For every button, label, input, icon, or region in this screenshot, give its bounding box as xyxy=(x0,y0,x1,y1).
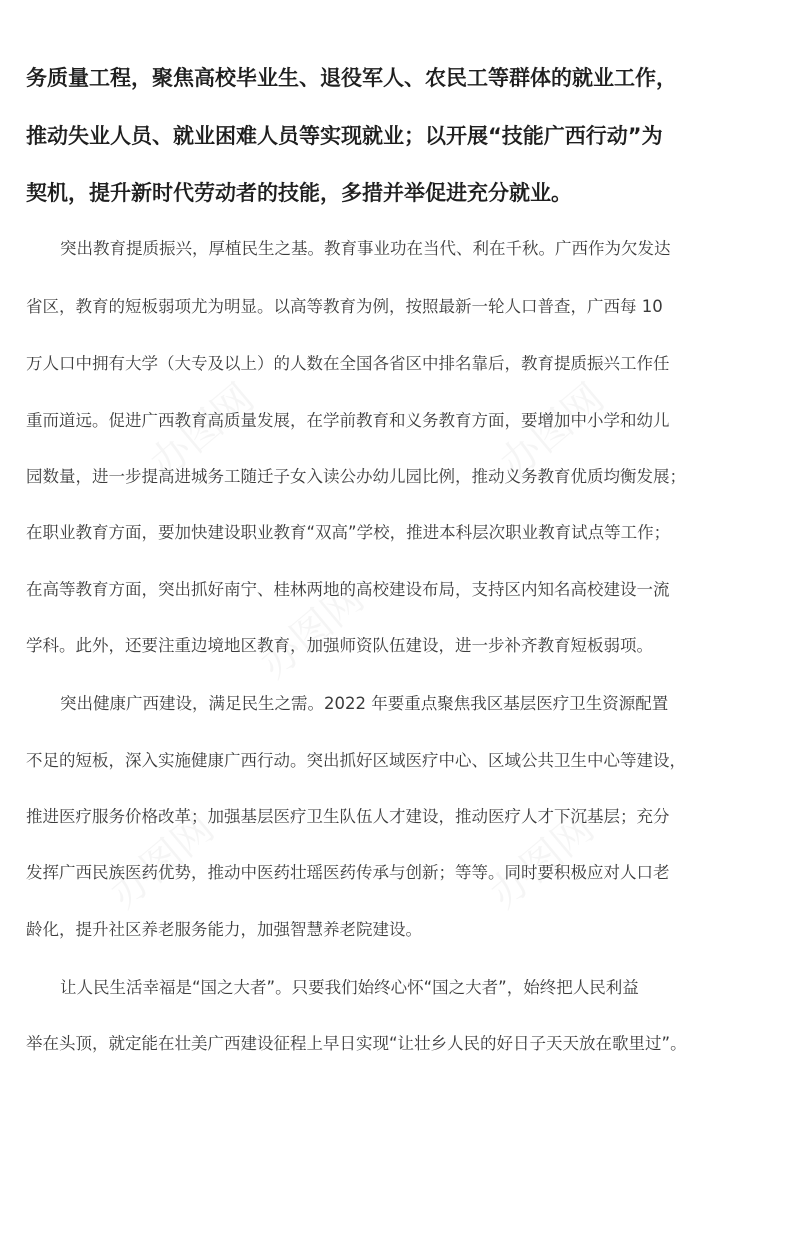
education-line: 重而道远。促进广西教育高质量发展，在学前教育和义务教育方面，要增加中小学和幼儿 xyxy=(26,411,670,430)
health-line: 突出健康广西建设，满足民生之需。2022 年要重点聚焦我区基层医疗卫生资源配置 xyxy=(60,694,669,713)
watermark: 办图网 xyxy=(481,804,603,918)
watermark: 办图网 xyxy=(491,374,613,488)
education-line: 学科。此外，还要注重边境地区教育，加强师资队伍建设，进一步补齐教育短板弱项。 xyxy=(26,636,653,655)
watermark: 办图网 xyxy=(141,374,263,488)
health-line: 发挥广西民族医药优势，推动中医药壮瑶医药传承与创新；等等。同时要积极应对人口老 xyxy=(26,863,670,882)
health-line: 龄化，提升社区养老服务能力，加强智慧养老院建设。 xyxy=(26,920,422,939)
education-line: 在职业教育方面，要加快建设职业教育“双高”学校，推进本科层次职业教育试点等工作； xyxy=(26,523,671,542)
education-line: 万人口中拥有大学（大专及以上）的人数在全国各省区中排名靠后，教育提质振兴工作任 xyxy=(26,354,670,373)
education-line: 在高等教育方面，突出抓好南宁、桂林两地的高校建设布局，支持区内知名高校建设一流 xyxy=(26,580,670,599)
intro-line: 推动失业人员、就业困难人员等实现就业；以开展“技能广西行动”为 xyxy=(26,124,663,148)
education-line: 园数量，进一步提高进城务工随迁子女入读公办幼儿园比例，推动义务教育优质均衡发展； xyxy=(26,467,686,486)
health-line: 不足的短板，深入实施健康广西行动。突出抓好区域医疗中心、区域公共卫生中心等建设， xyxy=(26,751,686,770)
watermark: 办图网 xyxy=(101,804,223,918)
intro-line: 契机，提升新时代劳动者的技能，多措并举促进充分就业。 xyxy=(26,181,572,205)
intro-line: 务质量工程，聚焦高校毕业生、退役军人、农民工等群体的就业工作， xyxy=(26,66,677,90)
education-line: 省区，教育的短板弱项尤为明显。以高等教育为例，按照最新一轮人口普查，广西每 10 xyxy=(26,297,663,316)
closing-line: 举在头顶，就定能在壮美广西建设征程上早日实现“让壮乡人民的好日子天天放在歌里过”。 xyxy=(26,1034,687,1053)
health-line: 推进医疗服务价格改革；加强基层医疗卫生队伍人才建设，推动医疗人才下沉基层；充分 xyxy=(26,807,670,826)
education-line: 突出教育提质振兴，厚植民生之基。教育事业功在当代、利在千秋。广西作为欠发达 xyxy=(60,239,671,258)
watermark: 办图网 xyxy=(251,574,373,688)
closing-line: 让人民生活幸福是“国之大者”。只要我们始终心怀“国之大者”，始终把人民利益 xyxy=(60,978,639,997)
